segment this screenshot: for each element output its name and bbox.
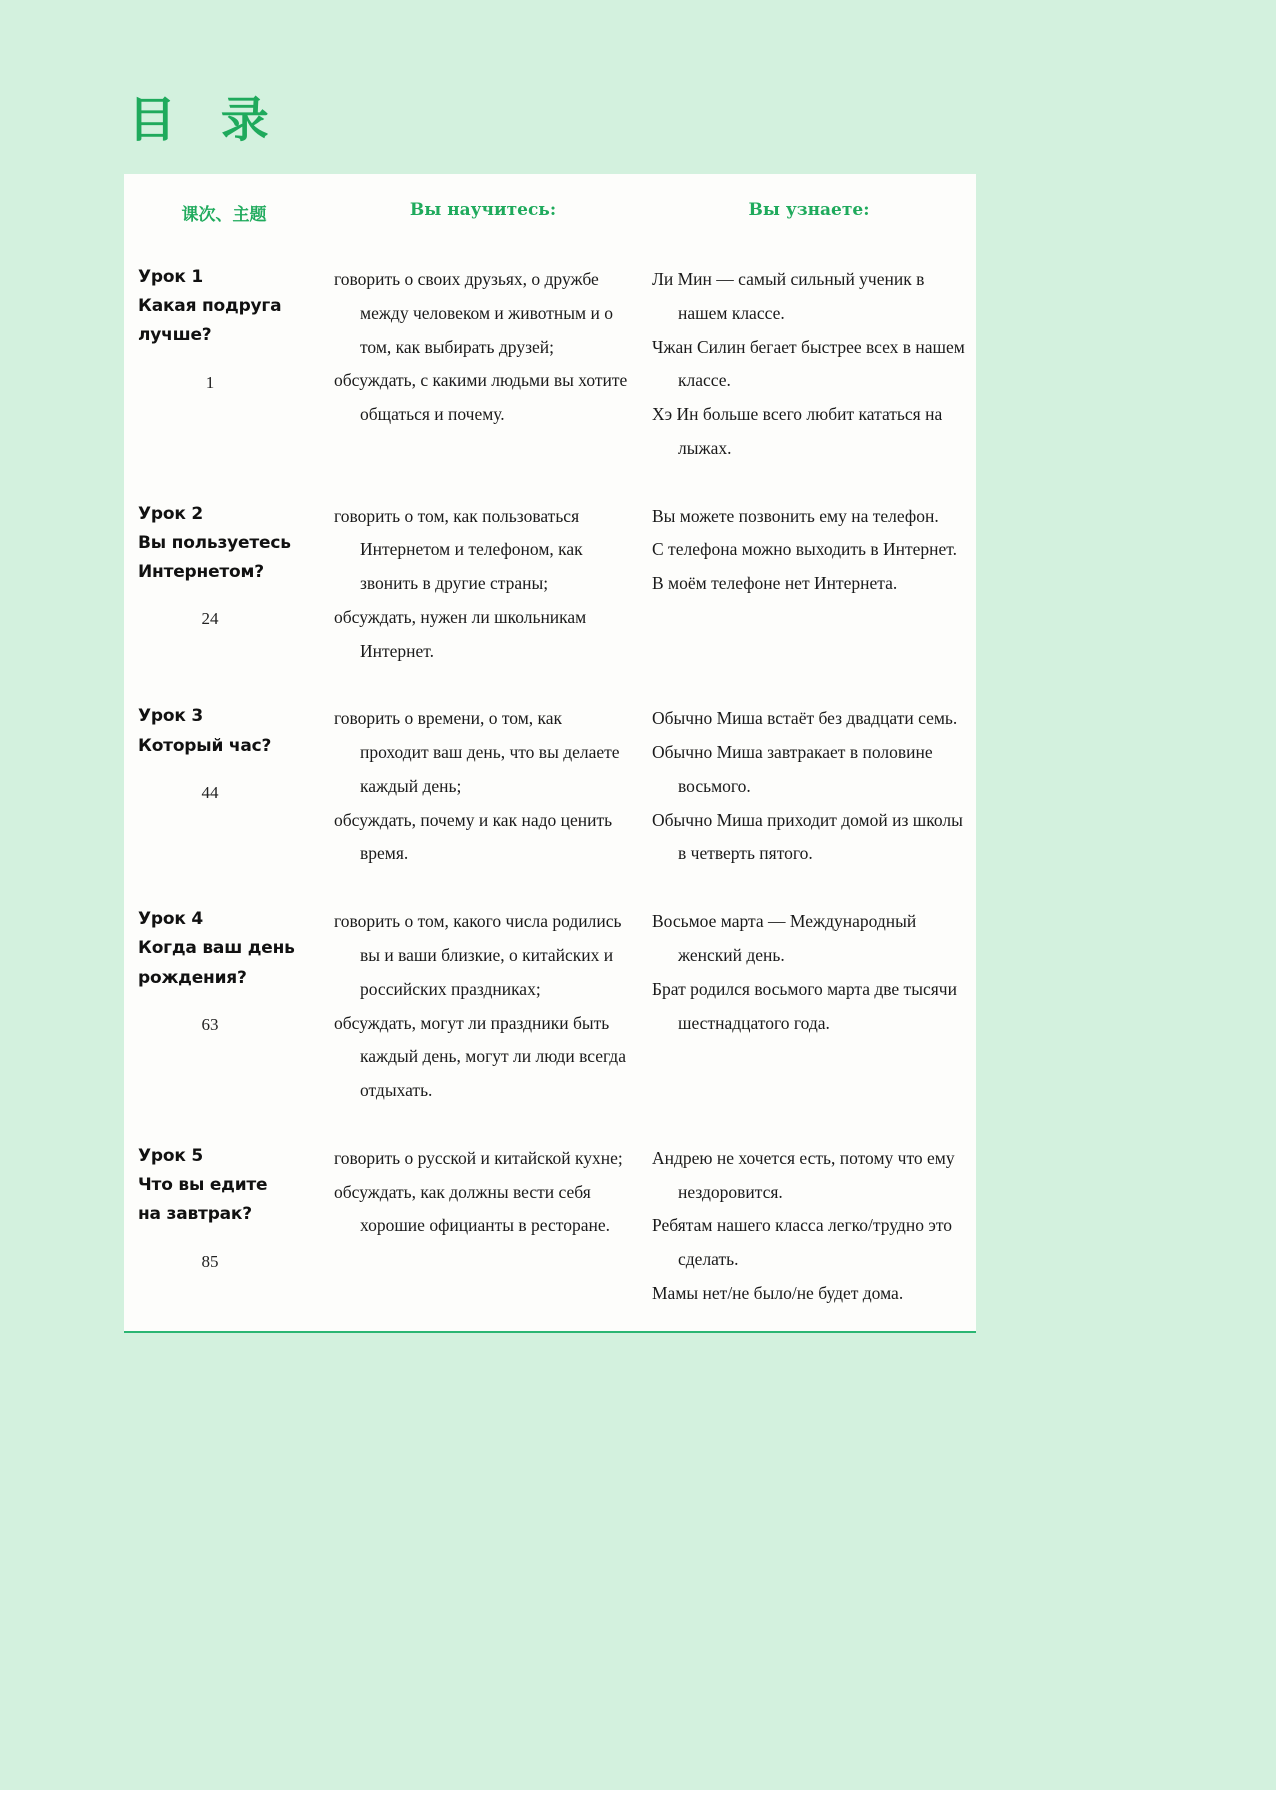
list-item: Восьмое марта — Международный женский день. xyxy=(652,911,917,966)
know-list xyxy=(652,263,966,466)
page-bottom-margin xyxy=(0,1790,1288,1800)
lesson-cell xyxy=(124,1128,324,1332)
list-item: Ребятам нашего класса легко/трудно это сделать. xyxy=(652,1215,953,1270)
list-item: Андрею не хочется есть, потому что ему нездоровится. xyxy=(652,1147,955,1202)
learn-list xyxy=(334,702,632,871)
lesson-page-number: 63 xyxy=(201,1014,219,1034)
learn-list xyxy=(334,263,632,432)
lesson-page-number: 85 xyxy=(201,1251,219,1271)
list-item: обсуждать, нужен ли школьникам Интернет. xyxy=(334,606,587,661)
lesson-number: Урок 4 xyxy=(138,909,204,930)
lesson-title-line: Интернетом? xyxy=(138,562,264,583)
lesson-title-line: Когда ваш день xyxy=(138,938,295,959)
know-list xyxy=(652,702,966,871)
lesson-page-number: 24 xyxy=(201,609,219,629)
list-item: Чжан Силин бегает быстрее всех в нашем классе. xyxy=(652,336,965,391)
learn-cell xyxy=(324,249,642,486)
lesson-title-line: Какая подруга xyxy=(138,296,282,317)
lesson-cell xyxy=(124,688,324,891)
lesson-cell xyxy=(124,249,324,486)
know-cell xyxy=(642,688,976,891)
header-row xyxy=(124,174,976,249)
lesson-title xyxy=(138,702,316,760)
know-cell xyxy=(642,249,976,486)
learn-list xyxy=(334,500,632,669)
lesson-cell xyxy=(124,891,324,1128)
list-item: говорить о том, какого числа родились вы и ваши близкие, о китайских и российских праздниках; xyxy=(334,911,622,999)
table-of-contents xyxy=(124,174,976,1333)
learn-list xyxy=(334,905,632,1108)
list-item: обсуждать, с какими людьми вы хотите общаться и почему. xyxy=(334,370,628,425)
list-item: говорить о русской и китайской кухне; xyxy=(334,1147,623,1168)
list-item: Ли Мин — самый сильный ученик в нашем классе. xyxy=(652,269,925,323)
list-item: обсуждать, как должны вести себя хорошие официанты в ресторане. xyxy=(334,1181,610,1236)
know-list xyxy=(652,1142,966,1311)
list-item: С телефона можно выходить в Интернет. xyxy=(652,539,958,560)
list-item: Мамы нет/не было/не будет дома. xyxy=(652,1282,904,1303)
list-item: Вы можете позвонить ему на телефон. xyxy=(652,505,939,526)
know-cell xyxy=(642,891,976,1128)
column-header-learn: Вы научитесь: xyxy=(324,174,642,249)
table-row xyxy=(124,486,976,689)
learn-cell xyxy=(324,486,642,689)
list-item: В моём телефоне нет Интернета. xyxy=(652,573,898,594)
list-item: Брат родился восьмого марта две тысячи шестнадцатого года. xyxy=(652,978,957,1033)
list-item: Обычно Миша приходит домой из школы в четверть пятого. xyxy=(652,809,963,864)
know-cell xyxy=(642,1128,976,1332)
lesson-title xyxy=(138,1142,316,1230)
list-item: Хэ Ин больше всего любит кататься на лыжах. xyxy=(652,404,943,458)
know-cell xyxy=(642,486,976,689)
lesson-page-number: 1 xyxy=(205,372,215,392)
table-row xyxy=(124,249,976,486)
lesson-number: Урок 5 xyxy=(138,1145,204,1166)
know-list xyxy=(652,905,966,1040)
list-item: говорить о своих друзьях, о дружбе между человеком и животным и о том, как выбирать друзей; xyxy=(334,269,613,357)
lesson-title-line: Что вы едите xyxy=(138,1175,268,1196)
lesson-page-number: 44 xyxy=(201,782,219,802)
learn-cell xyxy=(324,891,642,1128)
list-item: обсуждать, могут ли праздники быть каждый день, могут ли люди всегда отдыхать. xyxy=(334,1012,626,1101)
know-list xyxy=(652,500,966,601)
table-row xyxy=(124,688,976,891)
lesson-title xyxy=(138,263,316,351)
lesson-title-line: на завтрак? xyxy=(138,1204,252,1225)
lesson-title-line: Вы пользуетесь xyxy=(138,532,291,553)
lesson-number: Урок 2 xyxy=(138,503,204,524)
column-header-lesson: 课次、主题 xyxy=(124,174,324,249)
list-item: Обычно Миша встаёт без двадцати семь. xyxy=(652,708,958,729)
list-item: Обычно Миша завтракает в половине восьмого. xyxy=(652,742,933,796)
lesson-cell xyxy=(124,486,324,689)
learn-list xyxy=(334,1142,632,1243)
page-title: 目 录 xyxy=(128,92,283,148)
lesson-number: Урок 3 xyxy=(138,706,204,727)
list-item: говорить о времени, о том, как проходит ваш день, что вы делаете каждый день; xyxy=(334,708,620,796)
table-header xyxy=(124,174,976,249)
lesson-title-line: Который час? xyxy=(138,735,272,756)
lesson-title-line: рождения? xyxy=(138,967,247,988)
column-header-know: Вы узнаете: xyxy=(642,174,976,249)
lesson-title xyxy=(138,905,316,993)
learn-cell xyxy=(324,1128,642,1332)
learn-cell xyxy=(324,688,642,891)
lesson-title xyxy=(138,500,316,588)
table-body xyxy=(124,249,976,1332)
list-item: обсуждать, почему и как надо ценить время. xyxy=(334,809,613,864)
table-row xyxy=(124,1128,976,1332)
lesson-title-line: лучше? xyxy=(138,325,212,346)
lesson-number: Урок 1 xyxy=(138,267,204,287)
list-item: говорить о том, как пользоваться Интернетом и телефоном, как звонить в другие страны; xyxy=(334,505,583,594)
page-right-margin xyxy=(1276,0,1288,1800)
table-row xyxy=(124,891,976,1128)
